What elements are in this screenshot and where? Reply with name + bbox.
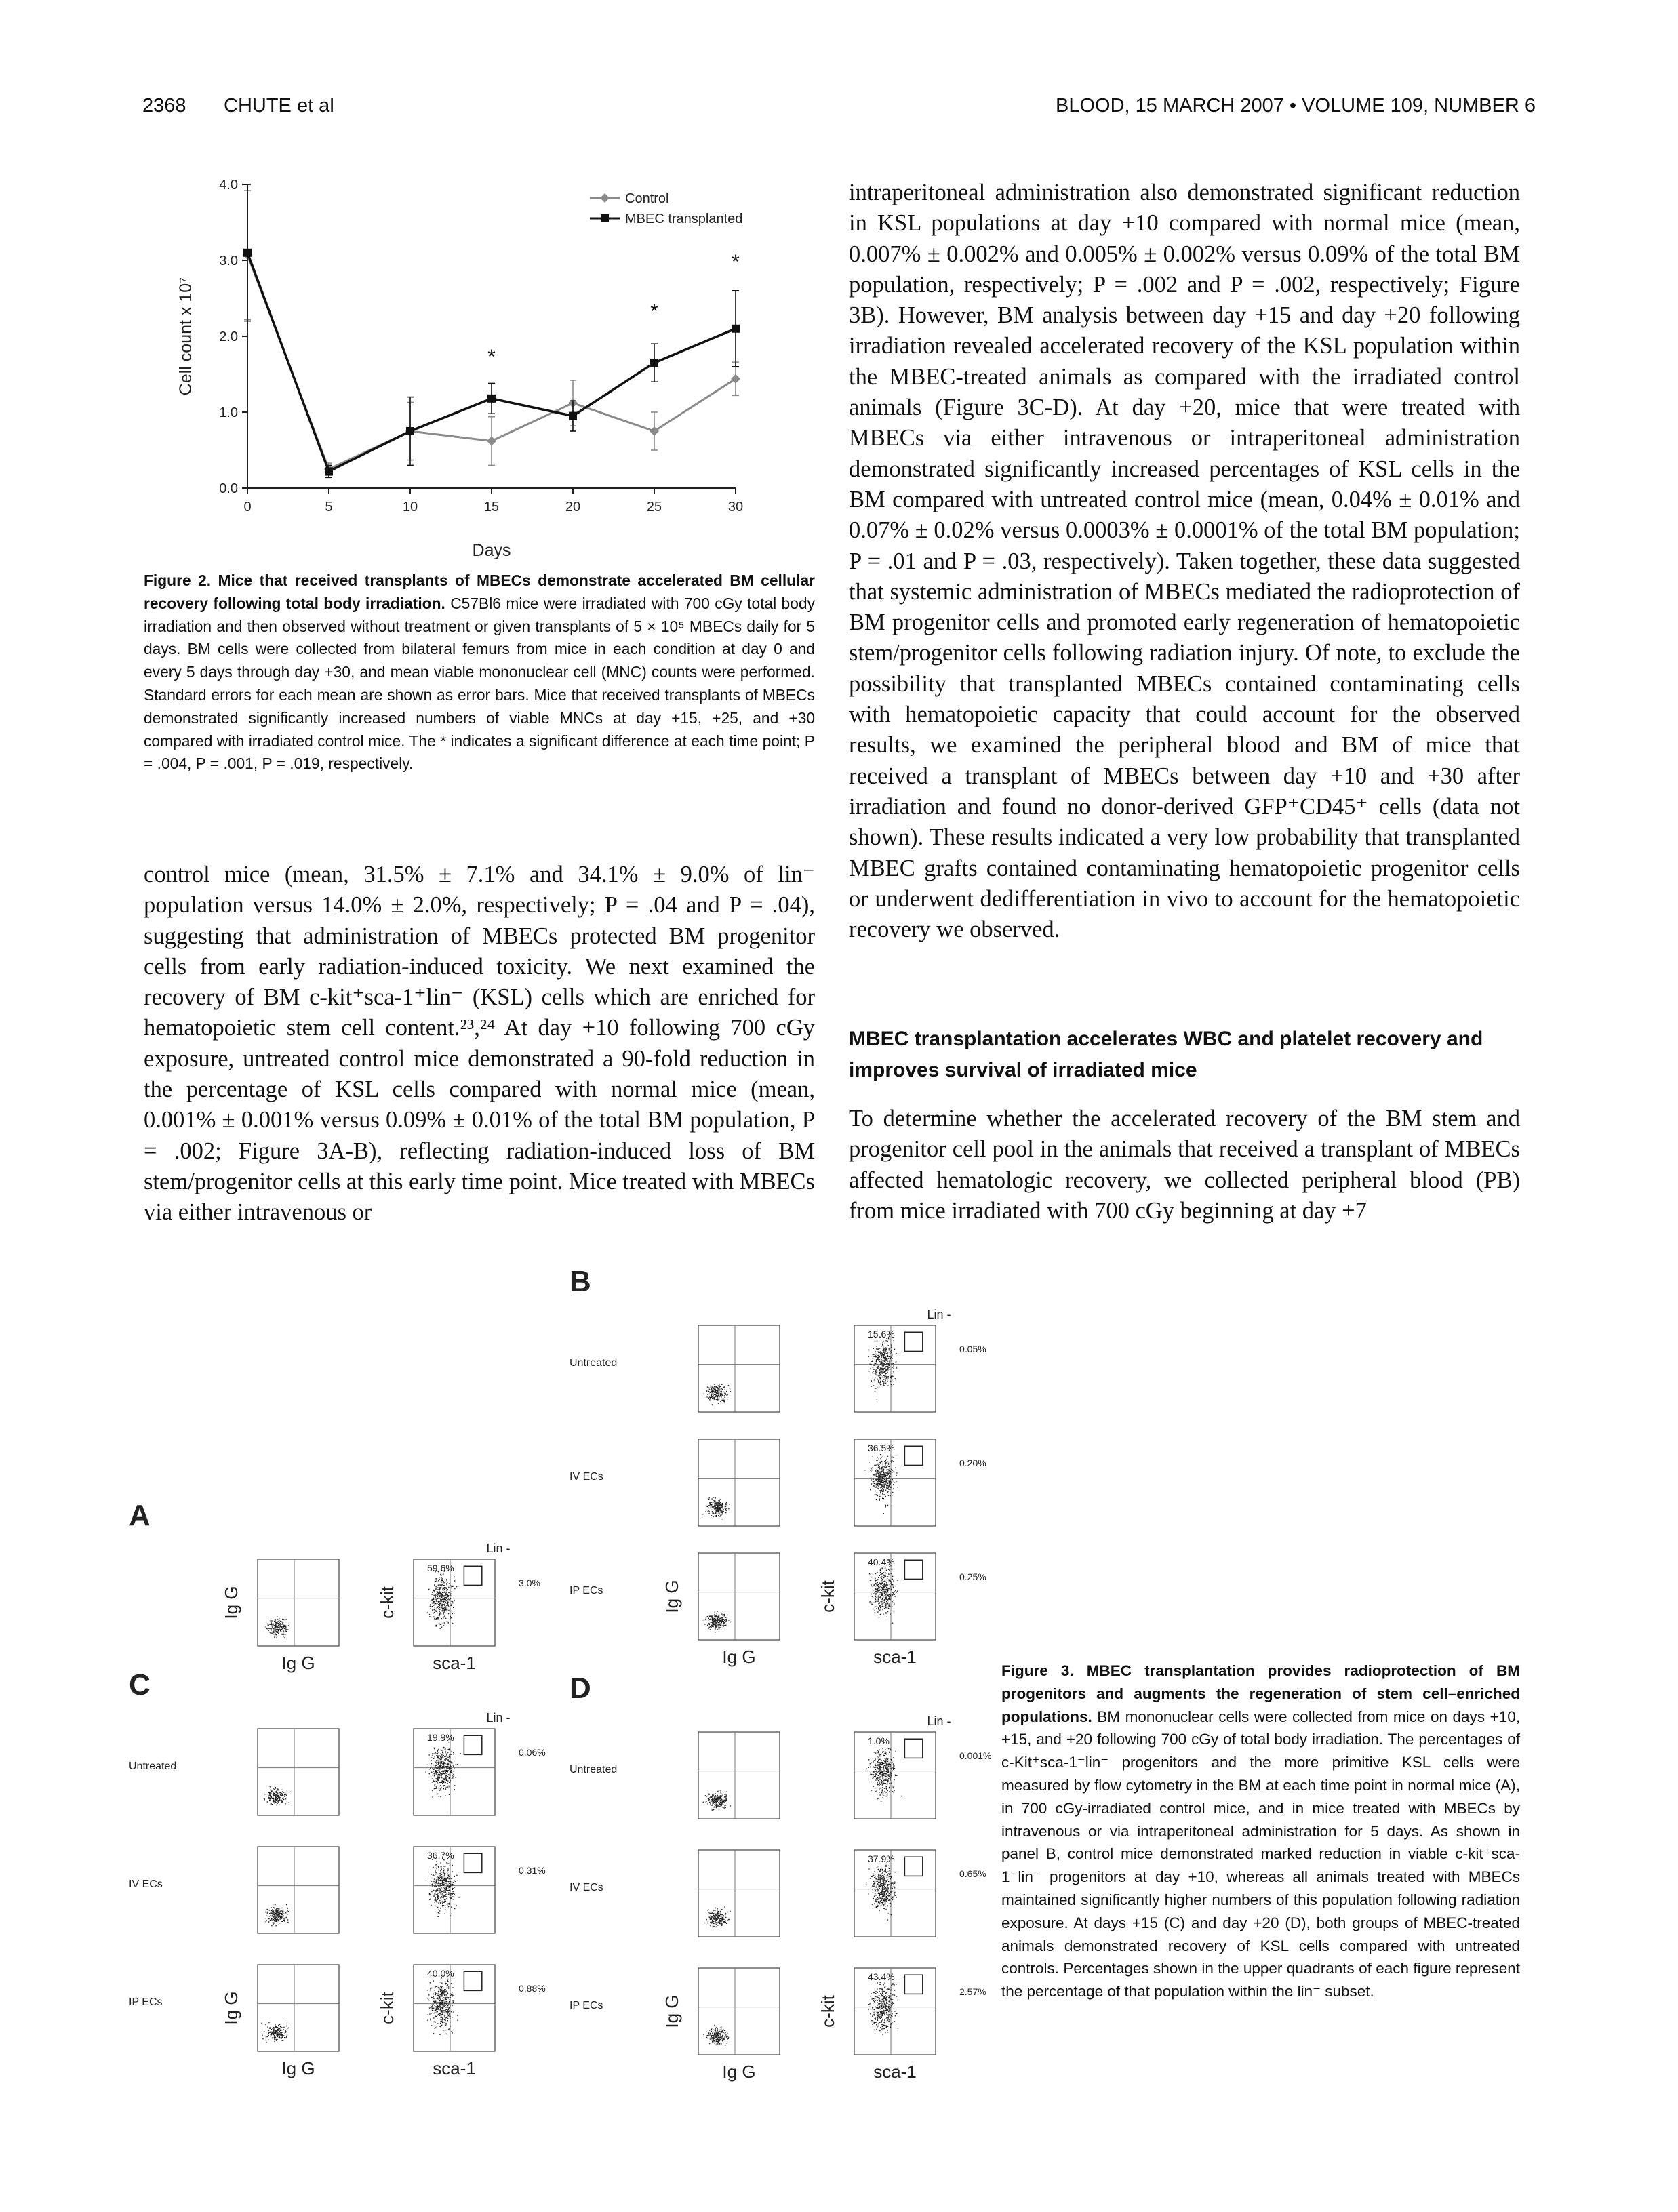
panel-letter-C: C [129,1668,151,1702]
row-label: IP ECs [129,1996,163,2008]
right-column-body-2 [849,1104,1520,1226]
ksl-percent: 0.31% [519,1865,546,1876]
x-axis-label-igg: Ig G [722,1647,756,1667]
upper-quadrant-percent: 43.4% [868,1971,895,1982]
plot-frame [698,1325,780,1412]
figure-3-caption [1001,1660,1520,2003]
figure-3-flow-cytometry [122,1258,992,2112]
figure-2-caption [144,569,815,776]
plot-frame [698,1439,780,1526]
ksl-gate-box [904,1332,922,1351]
scatter-events [702,1611,731,1633]
scatter-events [866,1859,897,1921]
scatter-events [864,1445,898,1514]
row-label: IV ECs [570,1882,603,1893]
scatter-events [426,1739,462,1798]
scatter-events [427,1975,458,2035]
upper-quadrant-percent: 37.9% [868,1853,895,1864]
y-axis-label-ckit: c-kit [377,1992,397,2024]
x-axis-label: Days [472,541,511,560]
scatter-events [427,1570,457,1629]
ksl-percent: 0.06% [519,1747,546,1758]
x-tick-label: 25 [646,500,662,515]
data-point-mbec [569,412,577,420]
ckit-sca1-plot [414,1965,495,2051]
ksl-gate-box [464,1853,481,1872]
igg-plot [698,1968,780,2055]
scatter-events [703,1384,731,1405]
x-tick-label: 30 [727,500,744,515]
data-point-mbec [650,359,658,367]
lin-gate-label: Lin - [486,1542,511,1555]
scatter-events [868,1337,898,1400]
ckit-sca1-plot [854,1850,936,1937]
y-axis-label-igg: Ig G [662,1580,682,1613]
upper-quadrant-percent: 40.4% [868,1556,895,1567]
ksl-percent: 0.88% [519,1983,546,1994]
running-head-authors: CHUTE et al [224,95,334,117]
row-label: IV ECs [129,1878,163,1890]
scatter-events [703,1790,731,1811]
ksl-gate-box [904,1857,922,1876]
igg-plot [258,1847,339,1933]
data-point-mbec [406,427,414,435]
data-point-mbec [732,325,740,333]
y-tick-label: 3.0 [219,254,238,268]
legend-marker-control [600,193,610,203]
figure-3-caption-body: BM mononuclear cells were collected from mice on days +10, +15, and +20 following 700 cGy of total body irradiation. The percentages of c-Kit⁺sca-1⁻lin⁻ progenitors and the more primitive KSL cells were measured by flow cytometry in the BM at each time point in normal mice (A), in 700 cGy-irradiated control mice, and in mice treated with MBECs by intravenous or via intraperitoneal administration for 5 days. As shown in panel B, control mice demonstrated marked reduction in viable c-kit⁺sca-1⁻lin⁻ progenitors at day +10, whereas all animals treated with MBECs maintained significantly higher numbers of this population following radiation exposure. At days +15 (C) and day +20 (D), both groups of MBEC-treated animals demonstrated recovery of KSL cells compared with untreated controls. Percentages shown in the upper quadrants of each figure represent the percentage of that population within the lin⁻ subset. [1001,1708,1520,2000]
ckit-sca1-plot [414,1729,495,1815]
ksl-percent: 0.25% [959,1571,986,1582]
igg-plot [258,1965,339,2051]
significance-asterisk: * [487,346,496,368]
figure-2-caption-title: Figure 2. Mice that received transplants of MBECs demonstrate accelerated BM cellular recovery following total body irradiation. [144,571,815,612]
ksl-gate-box [464,1566,481,1585]
ksl-percent: 3.0% [519,1577,540,1588]
row-label: IV ECs [570,1471,603,1483]
ckit-sca1-plot [854,1732,936,1819]
data-point-control [487,437,496,446]
body-paragraph: control mice (mean, 31.5% ± 7.1% and 34.1% ± 9.0% of lin⁻ population versus 14.0% ± 2.0%, respectively; P = .04 and P = .04), suggesting that administration of MBECs protected BM progenitor cells from early radiation-induced toxicity. We next examined the recovery of BM c-kit⁺sca-1⁺lin⁻ (KSL) cells which are enriched for hematopoietic stem cell content.²³,²⁴ At day +10 following 700 cGy exposure, untreated control mice demonstrated a 90-fold reduction in the percentage of KSL cells compared with normal mice (mean, 0.001% ± 0.001% versus 0.09% ± 0.01% of the total BM population, P = .002; Figure 3A-B), reflecting radiation-induced loss of BM stem/progenitor cells at this early time point. Mice treated with MBECs via either intravenous or [144,862,815,1226]
upper-quadrant-percent: 19.9% [427,1732,454,1743]
x-axis-label-igg: Ig G [281,2058,315,2078]
y-axis-label-igg: Ig G [662,1994,682,2028]
panel-letter-D: D [570,1672,591,1705]
ksl-percent: 0.001% [959,1750,992,1761]
panel-letter-A: A [129,1499,151,1532]
significance-asterisk: * [732,251,740,273]
ksl-percent: 0.65% [959,1868,986,1879]
plot-frame [258,1965,339,2051]
igg-plot [258,1559,339,1646]
ckit-sca1-plot [854,1439,936,1526]
row-label: IP ECs [570,2000,603,2011]
row-label: Untreated [129,1761,177,1772]
y-axis-label: Cell count x 10⁷ [176,277,195,396]
x-axis-label-sca1: sca-1 [873,1647,917,1667]
x-tick-label: 10 [402,500,418,515]
ksl-gate-box [464,1735,481,1754]
ckit-sca1-plot [854,1325,936,1412]
legend-marker-mbec [601,214,609,222]
figure-2-chart [163,163,800,576]
y-tick-label: 0.0 [219,481,238,496]
plot-frame [698,1850,780,1937]
upper-quadrant-percent: 36.7% [427,1850,454,1861]
scatter-events [866,1742,902,1802]
ksl-gate-box [904,1560,922,1579]
section-heading: MBEC transplantation accelerates WBC and platelet recovery and improves survival of irradiated mice [849,1028,1483,1081]
scatter-events [702,1497,730,1519]
igg-plot [698,1850,780,1937]
data-point-mbec [487,395,496,403]
running-head-journal: BLOOD, 15 MARCH 2007 • VOLUME 109, NUMBER 6 [1055,95,1536,117]
row-label: Untreated [570,1357,618,1369]
figure-2-caption-body: C57Bl6 mice were irradiated with 700 cGy total body irradiation and then observed without treatment or given transplants of 5 × 10⁵ MBECs daily for 5 days. BM cells were collected from bilateral femurs from mice in each condition at day 0 and every 5 days through day +30, and mean viable mononuclear cell (MNC) counts were performed. Standard errors for each mean are shown as error bars. Mice that received transplants of MBECs demonstrated significantly increased numbers of viable MNCs at day +15, +25, and +30 compared with irradiated control mice. The * indicates a significant difference at each time point; P = .004, P = .001, P = .019, respectively. [144,594,815,773]
x-axis-label-sca1: sca-1 [433,1653,476,1673]
plot-frame [698,1968,780,2055]
ksl-gate-box [904,1739,922,1758]
igg-plot [698,1439,780,1526]
x-tick-label: 0 [243,500,252,515]
left-column-body [144,860,815,1228]
x-axis-label-sca1: sca-1 [433,2058,476,2078]
panel-letter-B: B [570,1265,591,1298]
body-paragraph: To determine whether the accelerated recovery of the BM stem and progenitor cell pool in the animals that received a transplant of MBECs affected hematologic recovery, we collected peripheral blood (PB) from mice irradiated with 700 cGy beginning at day +7 [849,1106,1520,1224]
y-axis-label-igg: Ig G [221,1991,241,2025]
x-axis-label-igg: Ig G [281,1653,315,1673]
ksl-gate-box [464,1971,481,1990]
right-column-body [849,178,1520,945]
scatter-events [704,2025,730,2046]
plot-frame [414,1965,495,2051]
igg-plot [698,1325,780,1412]
legend-label-mbec: MBEC transplanted [625,212,743,226]
x-tick-label: 20 [565,500,581,515]
plot-frame [854,1850,936,1937]
ksl-gate-box [904,1446,922,1465]
ksl-percent: 0.05% [959,1344,986,1354]
y-tick-label: 4.0 [219,178,238,193]
scatter-events [264,1786,292,1805]
x-tick-label: 15 [483,500,500,515]
lin-gate-label: Lin - [927,1714,951,1728]
ckit-sca1-plot [414,1847,495,1933]
ksl-percent: 2.57% [959,1986,986,1997]
ckit-sca1-plot [414,1559,495,1646]
ckit-sca1-plot [854,1968,936,2055]
running-head [142,95,1536,129]
scatter-events [265,1904,289,1926]
plot-frame [854,1325,936,1412]
upper-quadrant-percent: 59.6% [427,1563,454,1573]
upper-quadrant-percent: 1.0% [868,1735,890,1746]
igg-plot [698,1732,780,1819]
y-axis-label-ckit: c-kit [377,1586,397,1619]
plot-frame [698,1732,780,1819]
x-axis-label-sca1: sca-1 [873,2062,917,2082]
ksl-gate-box [904,1975,922,1994]
upper-quadrant-percent: 15.6% [868,1329,895,1340]
igg-plot [258,1729,339,1815]
significance-asterisk: * [650,300,658,323]
plot-frame [414,1847,495,1933]
body-paragraph: intraperitoneal administration also demonstrated significant reduction in KSL populations at day +10 compared with normal mice (mean, 0.007% ± 0.002% and 0.005% ± 0.002% versus 0.09% of the total BM population, respectively; P = .002 and P = .002, respectively; Figure 3B). However, BM analysis between day +15 and day +20 following irradiation revealed accelerated recovery of the KSL population within the MBEC-treated animals as compared with the irradiated control animals (Figure 3C-D). At day +20, mice that were treated with MBECs via either intravenous or intraperitoneal administration demonstrated significantly increased percentages of KSL cells in the BM compared with untreated control mice (mean, 0.04% ± 0.01% and 0.07% ± 0.02% versus 0.0003% ± 0.0001% of the total BM population; P = .01 and P = .03, respectively). Taken together, these data suggested that systemic administration of MBECs mediated the radioprotection of BM progenitor cells and promoted early regeneration of hematopoietic stem/progenitor cells following radiation injury. Of note, to exclude the possibility that transplanted MBECs contained contaminating cells with hematopoietic capacity that could account for the observed results, we examined the peripheral blood and BM of mice that received a transplant of MBECs between day +10 and +30 after irradiation and found no donor-derived GFP⁺CD45⁺ cells (data not shown). These results indicated a very low probability that transplanted MBEC grafts contained contaminating hematopoietic progenitor cells or underwent dedifferentiation in vivo to account for the hematopoietic recovery we observed. [849,180,1520,943]
upper-quadrant-percent: 40.0% [427,1968,454,1979]
scatter-events [869,1560,898,1624]
scatter-events [868,1977,899,2034]
plot-frame [414,1559,495,1646]
data-point-mbec [243,249,252,257]
y-tick-label: 2.0 [219,329,238,344]
plot-frame [258,1729,339,1815]
upper-quadrant-percent: 36.5% [868,1443,895,1453]
y-axis-label-ckit: c-kit [818,1580,838,1613]
row-label: Untreated [570,1764,618,1775]
row-label: IP ECs [570,1585,603,1596]
figure-3-caption-title: Figure 3. MBEC transplantation provides radioprotection of BM progenitors and augments the regeneration of stem cell–enriched populations. [1001,1662,1520,1725]
lin-gate-label: Lin - [486,1711,511,1725]
scatter-events [704,1906,730,1927]
igg-plot [698,1553,780,1640]
lin-gate-label: Lin - [927,1308,951,1321]
scatter-events [261,2022,289,2043]
ckit-sca1-plot [854,1553,936,1640]
x-axis-label-igg: Ig G [722,2062,756,2082]
y-axis-label-igg: Ig G [221,1586,241,1620]
y-axis-label-ckit: c-kit [818,1995,838,2028]
data-point-mbec [325,467,333,475]
scatter-events [265,1616,289,1638]
page-number: 2368 [142,95,186,117]
legend-label-control: Control [625,191,669,206]
x-tick-label: 5 [325,500,333,515]
ksl-percent: 0.20% [959,1457,986,1468]
y-tick-label: 1.0 [219,405,238,420]
